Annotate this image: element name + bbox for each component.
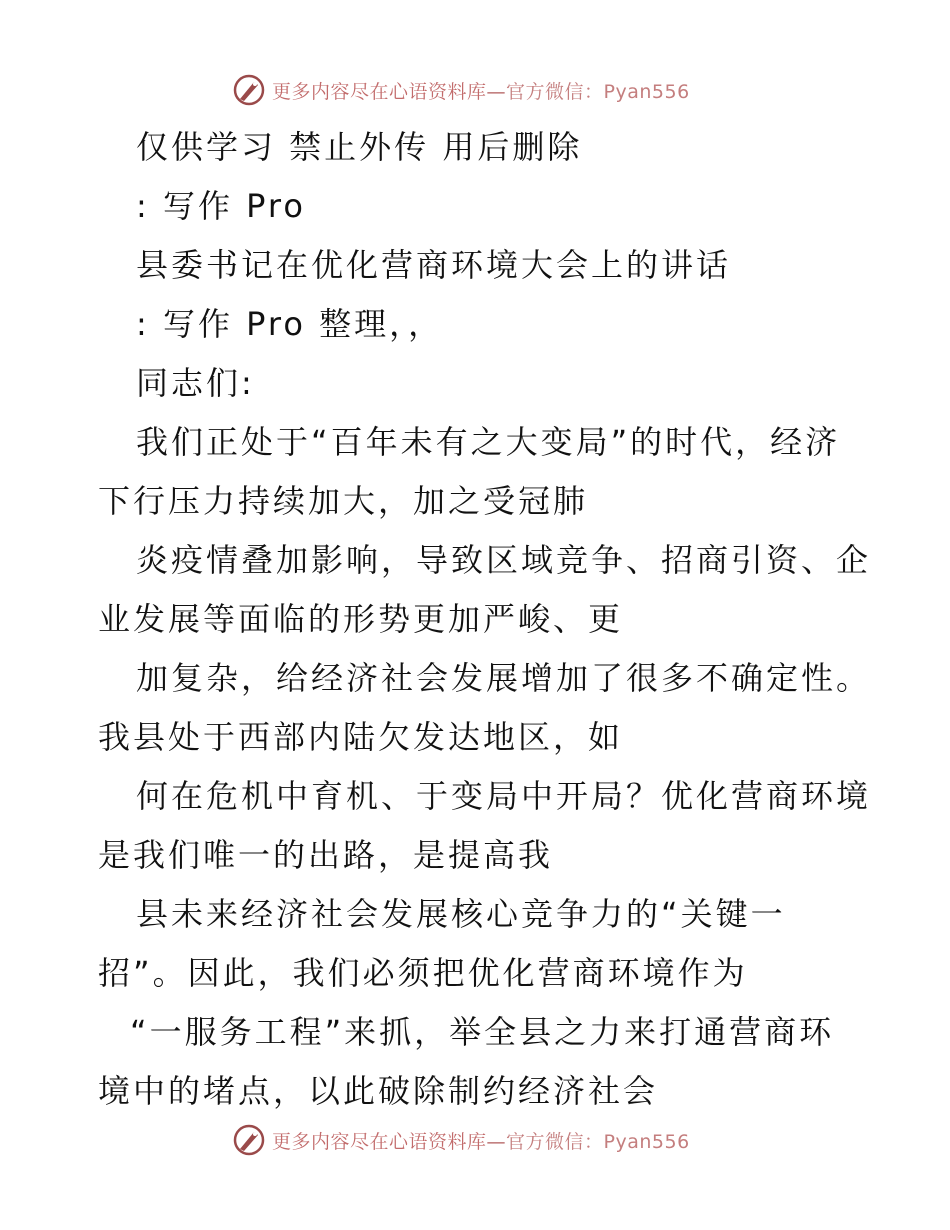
body-line: 何在危机中育机、于变局中开局？优化营商环境 (136, 777, 872, 815)
watermark-banner-bottom (232, 1120, 752, 1160)
body-line: 下行压力持续加大，加之受冠肺 (98, 482, 589, 520)
body-line: 仅供学习 禁止外传 用后删除 (136, 128, 583, 166)
watermark-separator: — (486, 1130, 507, 1153)
watermark-text (272, 1127, 690, 1154)
body-line: : 写作 Pro (136, 187, 306, 225)
body-line: 境中的堵点，以此破除制约经济社会 (98, 1072, 659, 1110)
body-line: 同志们: (136, 364, 255, 402)
body-line: 加复杂，给经济社会发展增加了很多不确定性。 (136, 659, 872, 697)
document-body (98, 118, 872, 1121)
body-line: : 写作 Pro 整理，， (136, 305, 444, 343)
watermark-wechat: 官方微信：Pyan556 (506, 80, 690, 103)
body-line: 我们正处于“百年未有之大变局”的时代，经济 (136, 423, 841, 461)
pen-logo-icon (232, 1123, 266, 1157)
watermark-banner-top (232, 70, 752, 110)
body-line: 招”。因此，我们必须把优化营商环境作为 (98, 954, 748, 992)
watermark-text (272, 77, 690, 104)
watermark-main: 更多内容尽在心语资料库 (272, 80, 487, 103)
body-line: 是我们唯一的出路，是提高我 (98, 836, 554, 874)
body-line: 炎疫情叠加影响，导致区域竞争、招商引资、企 (136, 541, 872, 579)
watermark-main: 更多内容尽在心语资料库 (272, 1130, 487, 1153)
watermark-separator: — (486, 80, 507, 103)
body-line: 县未来经济社会发展核心竞争力的“关键一 (136, 895, 786, 933)
body-line: “一服务工程”来抓，举全县之力来打通营商环 (130, 1013, 835, 1051)
body-line: 业发展等面临的形势更加严峻、更 (98, 600, 624, 638)
body-line: 县委书记在优化营商环境大会上的讲话 (136, 246, 732, 284)
watermark-wechat: 官方微信：Pyan556 (506, 1130, 690, 1153)
body-line: 我县处于西部内陆欠发达地区，如 (98, 718, 624, 756)
pen-logo-icon (232, 73, 266, 107)
